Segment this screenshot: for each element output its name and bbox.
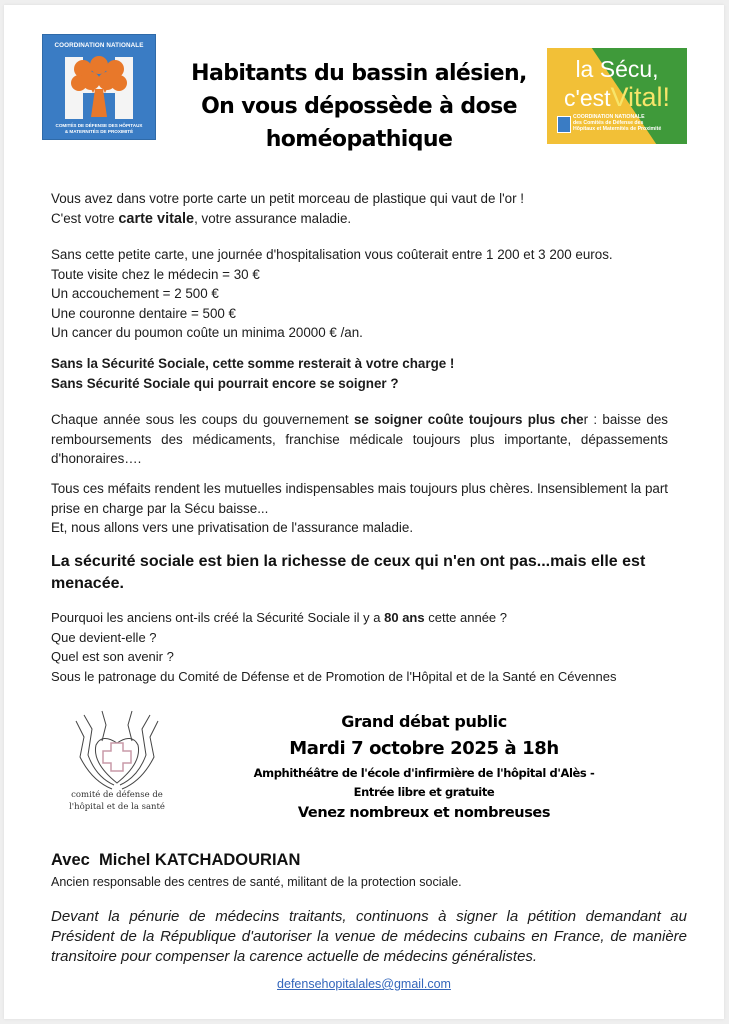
contact-email-link[interactable]: defensehopitalales@gmail.com [277,977,451,991]
event-entry: Entrée libre et gratuite [353,785,495,799]
cost-item: Un cancer du poumon coûte un minima 20000 € /an. [51,325,363,340]
tree-icon [69,55,129,117]
event-name: Grand débat public [341,712,507,731]
comite-defense-hopital-logo: comité de défense de l'hôpital et de la santé [62,705,172,820]
warning-section: Sans la Sécurité Sociale, cette somme resterait à votre charge ! Sans Sécurité Sociale qui pourrait encore se soigner ? [51,356,455,391]
event-call: Venez nombreux et nombreuses [297,805,551,821]
cost-item: Toute visite chez le médecin = 30 € [51,266,260,282]
event-place: Amphithéâtre de l'école d'infirmière de l'hôpital d'Alès - [253,766,595,780]
speaker-name: Avec Michel KATCHADOURIAN [51,851,301,869]
la-secu-cest-vital-logo: la Sécu, c'estVital! COORDINATION NATIONALE des Comités de Défense des Hôpitaux et Maternités de Proximité [547,48,687,144]
cost-item: Un accouchement = 2 500 € [51,286,219,301]
intro-section: Vous avez dans votre porte carte un petit morceau de plastique qui vaut de l'or ! C'est votre carte vitale, votre assurance maladie. [51,191,525,227]
event-date: Mardi 7 octobre 2025 à 18h [289,738,559,759]
logo-bottom-text: COMITÉS DE DÉFENSE DES HÔPITAUX & MATERNITÉS DE PROXIMITÉ [55,123,143,134]
questions-section: Pourquoi les anciens ont-ils créé la Sécurité Sociale il y a 80 ans cette année ? Que devient-elle ? Quel est son avenir ? Sous le patronage du Comité de Défense et de Promotion de l'Hôpital et de la Santé en Cévennes [51,610,617,684]
costs-section: Sans cette petite carte, une journée d'hospitalisation vous coûterait entre 1 200 et 3 200 euros. Toute visite chez le médecin = 30 € Un accouchement = 2 500 € Une couronne dentaire = 500 € Un cancer du poumon coûte un minima 20000 € /an. [51,245,671,343]
page-title: Habitants du bassin alésien, On vous dépossède à dose homéopathique [191,61,527,152]
headline: La sécurité sociale est bien la richesse de ceux qui n'en ont pas...mais elle est menacée. [51,553,646,592]
petition-text: Devant la pénurie de médecins traitants, continuons à signer la pétition demandant au Président de la République d'autoriser la venue de médecins cubains en France, de manière transitoire pour compenser la carence actuelle de médecins généralistes. [51,908,687,965]
flyer-page [4,5,724,1019]
logo-top-text: COORDINATION NATIONALE [54,42,144,49]
carte-vitale-emphasis: carte vitale [118,210,195,227]
mini-coordination-logo-icon [557,116,571,133]
cost-item: Une couronne dentaire = 500 € [51,305,237,321]
speaker-role: Ancien responsable des centres de santé, militant de la protection sociale. [51,875,462,889]
government-paragraph: Chaque année sous les coups du gouvernement se soigner coûte toujours plus cher : baisse des remboursements des médicaments, franchise médicale toujours plus importante, dépassements d'honoraires…. [51,412,669,466]
coordination-nationale-logo [42,34,156,140]
event-announcement [219,709,629,825]
mutuelles-paragraph: Tous ces méfaits rendent les mutuelles indispensables mais toujours plus chères. Insensiblement la part prise en charge par la Sécu baisse... Et, nous allons vers une privatisation de l'assurance maladie. [51,481,669,535]
hands-heart-cross-icon [62,705,172,791]
